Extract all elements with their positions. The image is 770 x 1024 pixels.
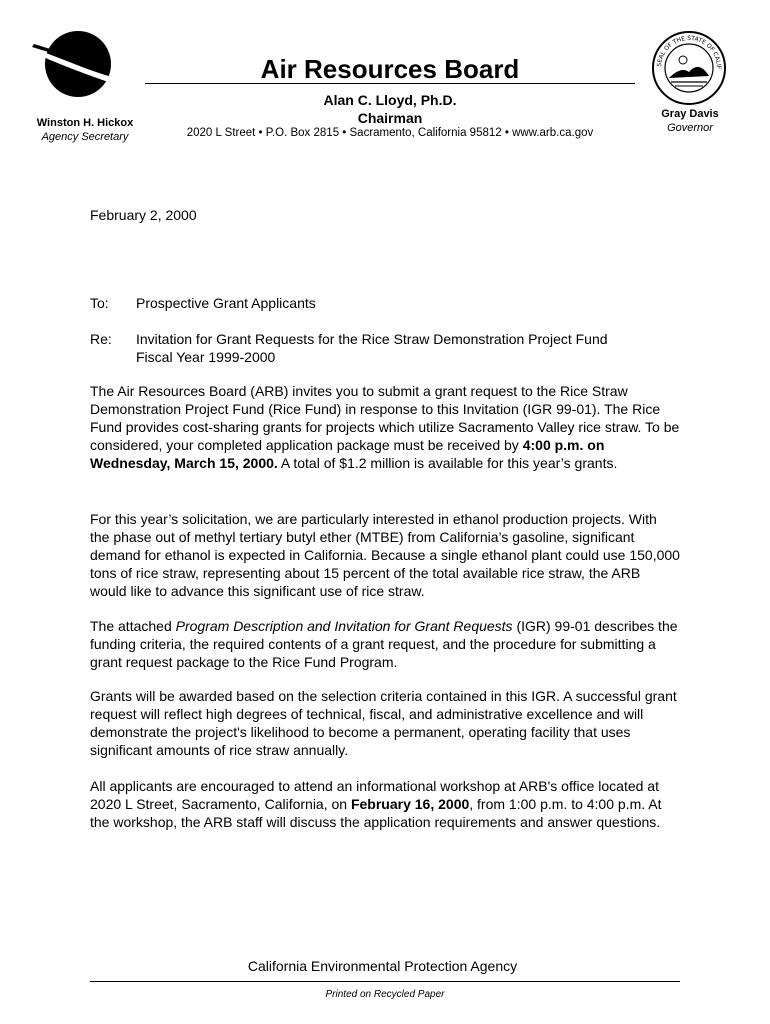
chairman-name: Alan C. Lloyd, Ph.D. — [323, 92, 457, 108]
footer-recycled-note: Printed on Recycled Paper — [325, 989, 445, 1000]
paragraph-workshop — [90, 777, 680, 831]
p1-deadline: 4:00 p.m. on Wednesday, March 15, 2000. — [90, 437, 605, 471]
chairman-title: Chairman — [357, 110, 423, 126]
california-seal-icon — [651, 30, 727, 106]
p5-text-b: , from 1:00 p.m. to 4:00 p.m. At the workshop, the ARB staff will discuss the application requirements and answer questions. — [90, 796, 662, 830]
re-subject-line1: Invitation for Grant Requests for the Rice Straw Demonstration Project Fund — [136, 331, 608, 347]
footer-agency: California Environmental Protection Agency — [247, 958, 518, 974]
board-address: 2020 L Street • P.O. Box 2815 • Sacramento, California 95812 • www.arb.ca.gov — [186, 127, 594, 139]
p1-text-b: A total of $1.2 million is available for this year’s grants. — [277, 455, 618, 471]
secretary-name: Winston H. Hickox — [36, 117, 134, 129]
governor-title: Governor — [667, 122, 713, 134]
governor-name: Gray Davis — [661, 108, 719, 120]
secretary-title: Agency Secretary — [41, 131, 129, 143]
to-recipient: Prospective Grant Applicants — [136, 295, 316, 311]
paragraph-selection-criteria: Grants will be awarded based on the selection criteria contained in this IGR. A successful grant request will reflect high degrees of technical, fiscal, and administrative excellence and will demonstrate the project's likelihood to become a permanent, operating facility that uses significant amounts of rice straw annually. — [90, 688, 677, 758]
paragraph-ethanol: For this year’s solicitation, we are particularly interested in ethanol production projects. With the phase out of methyl tertiary butyl ether (MTBE) from California’s gasoline, significant demand for ethanol is expected in California. Because a single ethanol plant could use 150,000 tons of rice straw, representing about 15 percent of the total available rice straw, the ARB would like to advance this significant use of rice straw. — [90, 511, 680, 599]
paragraph-invitation — [90, 382, 680, 472]
re-subject-line2: Fiscal Year 1999-2000 — [136, 349, 276, 365]
p3-text-b: (IGR) 99-01 describes the funding criteria, the required contents of a grant request, and the procedure for submitting a grant request package to the Rice Fund Program. — [90, 618, 678, 670]
seal-lettering: SEAL OF THE STATE OF CALIF — [655, 34, 723, 70]
arb-logo-icon — [30, 28, 116, 100]
re-label: Re: — [90, 331, 112, 347]
letter-date: February 2, 2000 — [90, 207, 197, 223]
p5-workshop-date: February 16, 2000 — [350, 796, 470, 812]
board-title: Air Resources Board — [260, 54, 520, 84]
p3-text-a: The attached — [90, 618, 176, 634]
to-label: To: — [90, 295, 109, 311]
p1-text-a: The Air Resources Board (ARB) invites you to submit a grant request to the Rice Straw Demonstration Project Fund (Rice Fund) in response to this Invitation (IGR 99-01). The Rice Fund provides cost-sharing grants for projects which utilize Sacramento Valley rice straw. To be considered, your completed application package must be received by — [90, 383, 680, 453]
re-subject — [136, 330, 696, 366]
header-divider — [145, 83, 635, 84]
p3-document-title: Program Description and Invitation for Grant Requests — [175, 618, 513, 634]
svg-text:GREAT SEAL OF THE STATE OF CAL — [651, 30, 722, 70]
paragraph-program-description — [90, 617, 680, 671]
p5-text-a: All applicants are encouraged to attend an informational workshop at ARB's office located at 2020 L Street, Sacramento, California, on — [90, 778, 659, 812]
footer-divider — [90, 981, 680, 982]
